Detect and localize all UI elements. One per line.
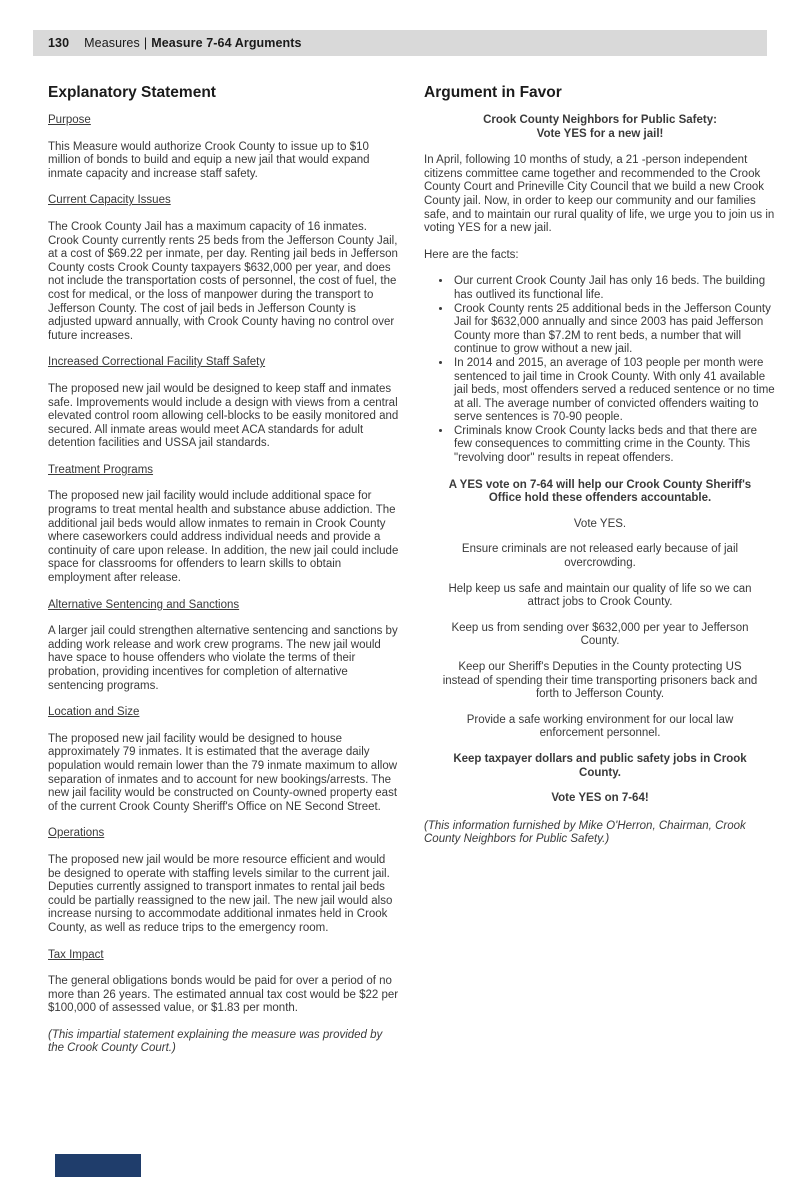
section-operations <box>48 827 400 935</box>
argument-in-favor-column <box>424 84 776 1069</box>
section-purpose <box>48 114 400 181</box>
section-body: The general obligations bonds would be paid for over a period of no more than 26 years. The estimated annual tax cost would be $22 per $100,000 of assessed value, or $1.83 per month. <box>48 975 399 1015</box>
statement-vote-yes-7-64: Vote YES on 7-64! <box>551 792 649 805</box>
section-title: Increased Correctional Facility Staff Safety <box>48 356 266 369</box>
facts-list <box>424 275 776 465</box>
statement-safe-environment: Provide a safe working environment for our local law enforcement personnel. <box>466 713 734 740</box>
section-body: A larger jail could strengthen alternative sentencing and sanctions by adding work release and work crew programs. The new jail would have space to house offenders who violate the terms of their probation, providing incentives for completion of alternative sentencing programs. <box>48 625 398 692</box>
page-number: 130 <box>48 36 70 50</box>
section-body: The Crook County Jail has a maximum capacity of 16 inmates. Crook County currently rents 25 beds from the Jefferson County Jail, at a cost of $69.22 per inmate, per day. Renting jail beds in Jefferson County costs Crook County taxpayers $632,000 per year, and does not include the transportation costs of personnel, the cost of fuel, the cost for medical, or the loss of manpower during the transport to Jefferson County. The cost of jail beds in Jefferson County is adjusted upward annually, with Crook County having no control over future increases. <box>48 220 398 342</box>
statement-vote-yes: Vote YES. <box>573 517 627 530</box>
statement-yes-vote-accountable: A YES vote on 7-64 will help our Crook County Sheriff's Office hold these offenders accountable. <box>448 478 752 505</box>
breadcrumb <box>84 36 301 50</box>
section-body: The proposed new jail would be more resource efficient and would be designed to operate with staffing levels similar to the current jail. Deputies currently assigned to transport inmates to rental jail beds could be partially reassigned to the new jail. The new jail would also increase nursing to accommodate additional inmates held in Crook County, as well as reduce trips to the emergency room. <box>48 853 393 934</box>
page-title: Measure 7-64 Arguments <box>151 36 302 50</box>
section-body: The proposed new jail facility would be designed to house approximately 79 inmates. It is estimated that the average daily population would remain lower than the 79 inmate maximum to allow separation of inmates and to account for new bookings/arrests. The new jail facility would be constructed on County-owned property east of the current Crook County Sheriff's Office on NE Second Street. <box>48 732 398 813</box>
footer-corner-tab <box>55 1154 141 1177</box>
section-title: Location and Size <box>48 706 140 719</box>
argument-intro: In April, following 10 months of study, a 21 -person independent citizens committee came together and recommended to the Crook County Court and Prineville City Council that we build a new Crook County jail. Now, in order to keep our community and our families safe, and to maintain our rural quality of life, we urge you to join us in voting YES for a new jail. <box>424 154 775 235</box>
section-location-size <box>48 706 400 814</box>
section-title: Treatment Programs <box>48 463 154 476</box>
explanatory-statement-column <box>48 84 400 1069</box>
section-body: This Measure would authorize Crook County to issue up to $10 million of bonds to build and equip a new jail that would expand inmate capacity and increase staff safety. <box>48 140 370 180</box>
page-body <box>0 56 800 1069</box>
section-alternative-sentencing <box>48 599 400 694</box>
argument-subhead-line2: Vote YES for a new jail! <box>536 127 664 140</box>
breadcrumb-separator: | <box>143 36 148 50</box>
fact-item: • Crook County rents 25 additional beds in the Jefferson County Jail for $632,000 annually and since 2003 has paid Jefferson County more than $7.2M to rent beds, a number that will continue to grow without a new jail. <box>452 303 776 357</box>
section-body: The proposed new jail facility would include additional space for programs to treat mental health and substance abuse addiction. The additional jail beds would allow inmates to remain in Crook County where caseworkers could address individual needs and provide a continuity of care upon release. In addition, the new jail could include space for classrooms for offenders to learn skills to obtain employment after release. <box>48 490 399 585</box>
section-title: Alternative Sentencing and Sanctions <box>48 598 240 611</box>
fact-item: • Our current Crook County Jail has only 16 beds. The building has outlived its functional life. <box>452 275 776 302</box>
argument-heading: Argument in Favor <box>424 84 562 101</box>
section-treatment-programs <box>48 464 400 586</box>
statement-keep-deputies: Keep our Sheriff's Deputies in the County protecting US instead of spending their time transporting prisoners back and forth to Jefferson County. <box>442 661 758 701</box>
section-title: Current Capacity Issues <box>48 194 171 207</box>
page-header-band <box>33 30 767 56</box>
breadcrumb-section: Measures <box>84 36 140 50</box>
statement-help-keep-safe: Help keep us safe and maintain our quality of life so we can attract jobs to Crook County. <box>448 582 752 609</box>
statement-keep-from-sending: Keep us from sending over $632,000 per year to Jefferson County. <box>451 621 749 648</box>
section-body: The proposed new jail would be designed to keep staff and inmates safe. Improvements would include a design with views from a central elevated control room allowing cell-blocks to be easily monitored and secured. All inmate areas would meet ACA standards for adult detention facilities and USSA jail standards. <box>48 382 399 450</box>
argument-footnote: (This information furnished by Mike O'Herron, Chairman, Crook County Neighbors for Public Safety.) <box>424 819 746 846</box>
section-title: Tax Impact <box>48 948 104 961</box>
explanatory-heading: Explanatory Statement <box>48 84 216 101</box>
argument-subhead <box>430 114 770 141</box>
explanatory-footnote: (This impartial statement explaining the measure was provided by the Crook County Court.) <box>48 1028 383 1055</box>
statement-ensure-criminals: Ensure criminals are not released early because of jail overcrowding. <box>461 543 739 570</box>
section-staff-safety <box>48 356 400 451</box>
fact-item: • Criminals know Crook County lacks beds and that there are few consequences to committing crime in the County. This "revolving door" results in repeat offenders. <box>452 425 776 466</box>
fact-item: • In 2014 and 2015, an average of 103 people per month were sentenced to jail time in Crook County. With only 41 available jail beds, most offenders served a reduced sentence or no time at all. The average number of convicted offenders waiting to serve sentences is 70-90 people. <box>452 357 776 425</box>
section-current-capacity <box>48 194 400 343</box>
statement-keep-taxpayer-dollars: Keep taxpayer dollars and public safety jobs in Crook County. <box>453 752 747 779</box>
argument-subhead-line1: Crook County Neighbors for Public Safety: <box>483 114 717 126</box>
section-tax-impact <box>48 949 400 1016</box>
section-title: Operations <box>48 827 105 840</box>
section-title: Purpose <box>48 114 91 126</box>
facts-label: Here are the facts: <box>424 248 519 261</box>
